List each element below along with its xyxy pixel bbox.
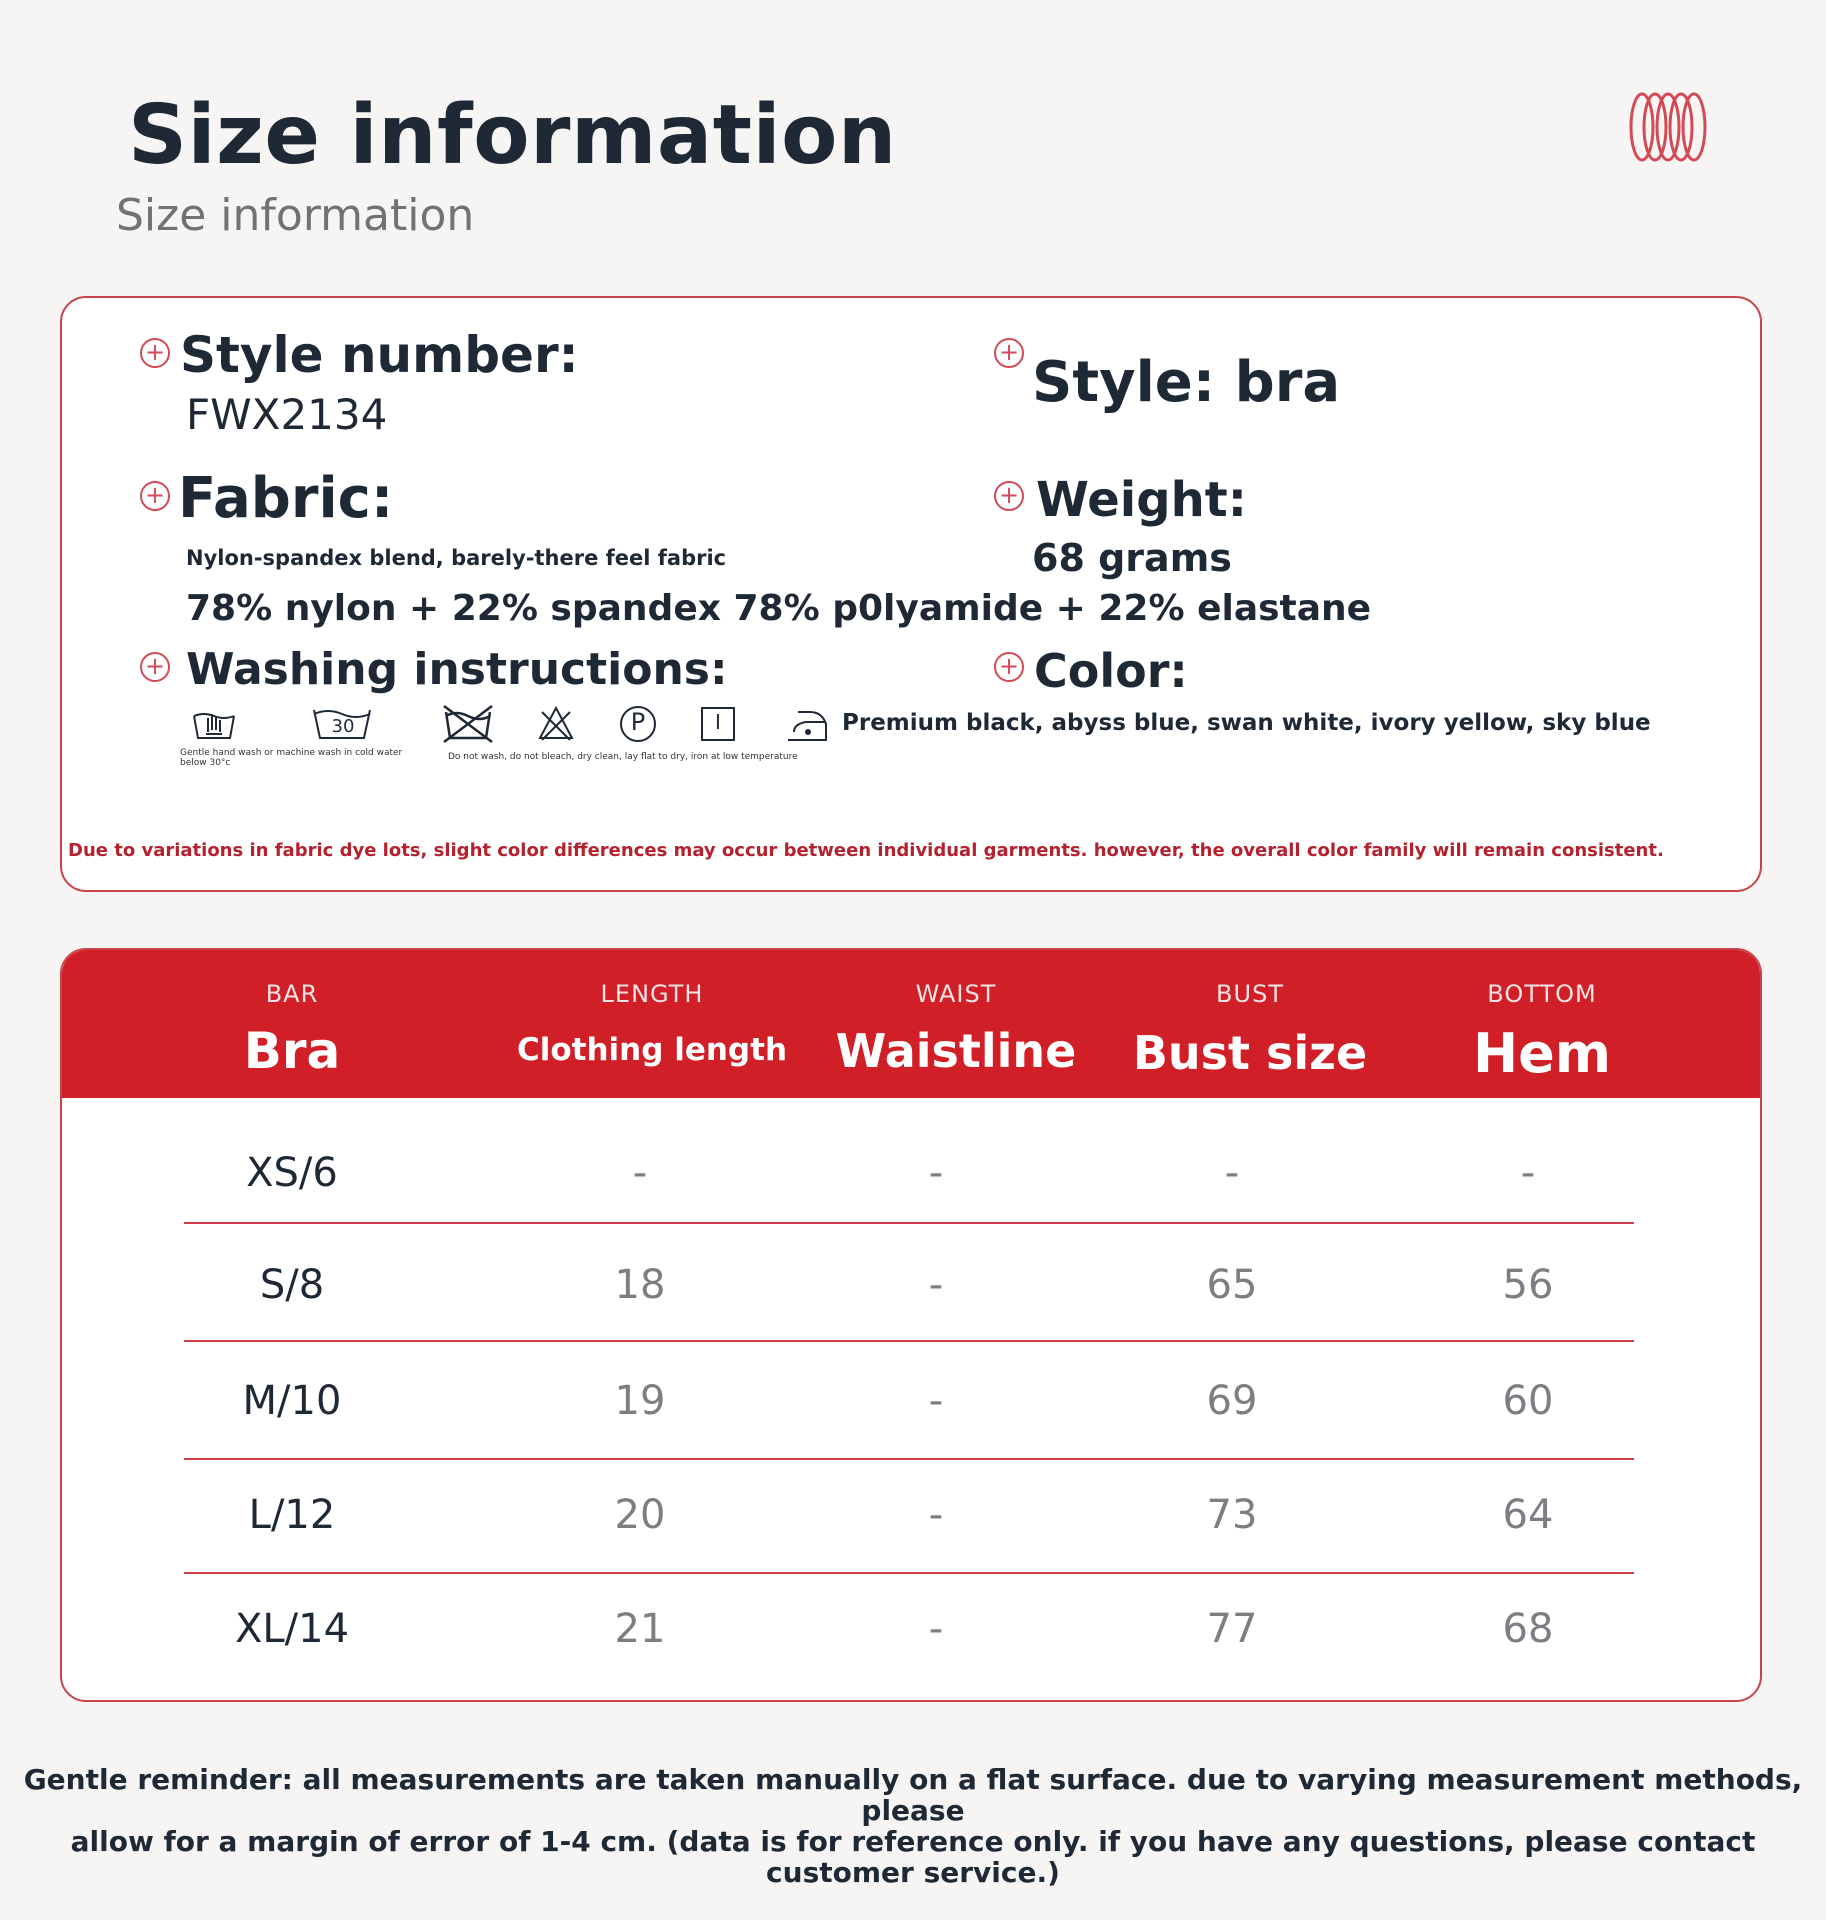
bust-cell: 73 [1206, 1492, 1258, 1538]
fabric-composition: 78% nylon + 22% spandex 78% p0lyamide + 22% elastane [186, 588, 1372, 629]
plus-circle-icon: + [140, 338, 170, 368]
plus-circle-icon: + [994, 481, 1024, 511]
waist-cell: - [928, 1378, 944, 1424]
measurement-reminder [0, 1764, 1826, 1888]
length-cell: 18 [614, 1262, 666, 1308]
bust-cell: 69 [1206, 1378, 1258, 1424]
hand-wash-icon [190, 704, 238, 744]
column-header-code: BUST [1216, 980, 1284, 1008]
column-header-bra [192, 950, 392, 1098]
length-cell: 21 [614, 1606, 666, 1652]
weight-label: Weight: [1036, 472, 1247, 528]
size-cell: M/10 [242, 1378, 342, 1424]
color-value: Premium black, abyss blue, swan white, ivory yellow, sky blue [842, 710, 1651, 736]
waist-cell: - [928, 1606, 944, 1652]
fabric-description: Nylon-spandex blend, barely-there feel fabric [186, 546, 727, 570]
size-cell: L/12 [248, 1492, 336, 1538]
length-cell: 20 [614, 1492, 666, 1538]
waist-cell: - [928, 1492, 944, 1538]
style-label: Style: bra [1032, 350, 1341, 415]
waist-cell: - [928, 1262, 944, 1308]
reminder-line: allow for a margin of error of 1-4 cm. (data is for reference only. if you have any questions, please contact customer service.) [70, 1825, 1756, 1889]
column-header-code: BAR [265, 980, 319, 1008]
column-header-title: Bust size [1132, 1026, 1368, 1080]
column-header-waist [806, 950, 1106, 1098]
hem-cell: 56 [1502, 1262, 1554, 1308]
reminder-line: Gentle reminder: all measurements are taken manually on a flat surface. due to varying measurement methods, please [23, 1763, 1803, 1827]
column-header-length [502, 950, 802, 1098]
column-header-title: Waistline [835, 1024, 1077, 1078]
fabric-label: Fabric: [178, 466, 394, 531]
size-cell: XS/6 [246, 1150, 338, 1196]
table-row [62, 1572, 1760, 1686]
plus-circle-icon: + [140, 481, 170, 511]
table-row [62, 1228, 1760, 1342]
length-cell: - [632, 1150, 648, 1196]
waist-cell: - [928, 1150, 944, 1196]
do-not-wash-icon [440, 702, 496, 744]
column-header-code: BOTTOM [1487, 980, 1597, 1008]
lay-flat-letter: I [715, 710, 721, 734]
row-divider [184, 1340, 1634, 1342]
column-header-code: LENGTH [600, 980, 704, 1008]
bust-cell: 77 [1206, 1606, 1258, 1652]
weight-value: 68 grams [1032, 536, 1232, 580]
column-header-title: Bra [243, 1022, 341, 1080]
color-disclaimer: Due to variations in fabric dye lots, slight color differences may occur between individual garments. however, the overall color family will remain consistent. [68, 840, 1664, 861]
size-cell: XL/14 [234, 1606, 350, 1652]
column-header-bust [1100, 950, 1400, 1098]
bust-cell: 65 [1206, 1262, 1258, 1308]
hem-cell: 68 [1502, 1606, 1554, 1652]
care-note-hand-wash: Gentle hand wash or machine wash in cold water below 30°c [180, 748, 403, 768]
column-header-title: Hem [1472, 1022, 1612, 1085]
care-note-other: Do not wash, do not bleach, dry clean, lay flat to dry, iron at low temperature [448, 752, 798, 762]
wash-temperature: 30 [331, 716, 355, 737]
style-number-value: FWX2134 [186, 390, 388, 439]
hem-cell: 60 [1502, 1378, 1554, 1424]
column-header-code: WAIST [915, 980, 997, 1008]
color-label: Color: [1034, 644, 1188, 698]
page-title: Size information [128, 88, 897, 183]
plus-circle-icon: + [994, 652, 1024, 682]
do-not-bleach-icon [536, 704, 576, 744]
table-header [62, 950, 1760, 1098]
table-row [62, 1458, 1760, 1572]
style-number-label: Style number: [180, 326, 579, 384]
table-row [62, 1344, 1760, 1458]
iron-low-icon [784, 704, 830, 746]
bust-cell: - [1224, 1150, 1240, 1196]
column-header-hem [1392, 950, 1692, 1098]
size-cell: S/8 [259, 1262, 325, 1308]
plus-circle-icon: + [994, 338, 1024, 368]
length-cell: 19 [614, 1378, 666, 1424]
plus-circle-icon: + [140, 652, 170, 682]
dry-clean-letter: P [630, 708, 646, 736]
size-table [60, 948, 1762, 1702]
brand-rings-logo [1628, 90, 1708, 164]
page-subtitle: Size information [116, 190, 475, 241]
table-row [62, 1116, 1760, 1230]
hem-cell: - [1520, 1150, 1536, 1196]
hem-cell: 64 [1502, 1492, 1554, 1538]
row-divider [184, 1222, 1634, 1224]
washing-label: Washing instructions: [186, 644, 728, 695]
column-header-title: Clothing length [516, 1032, 788, 1068]
